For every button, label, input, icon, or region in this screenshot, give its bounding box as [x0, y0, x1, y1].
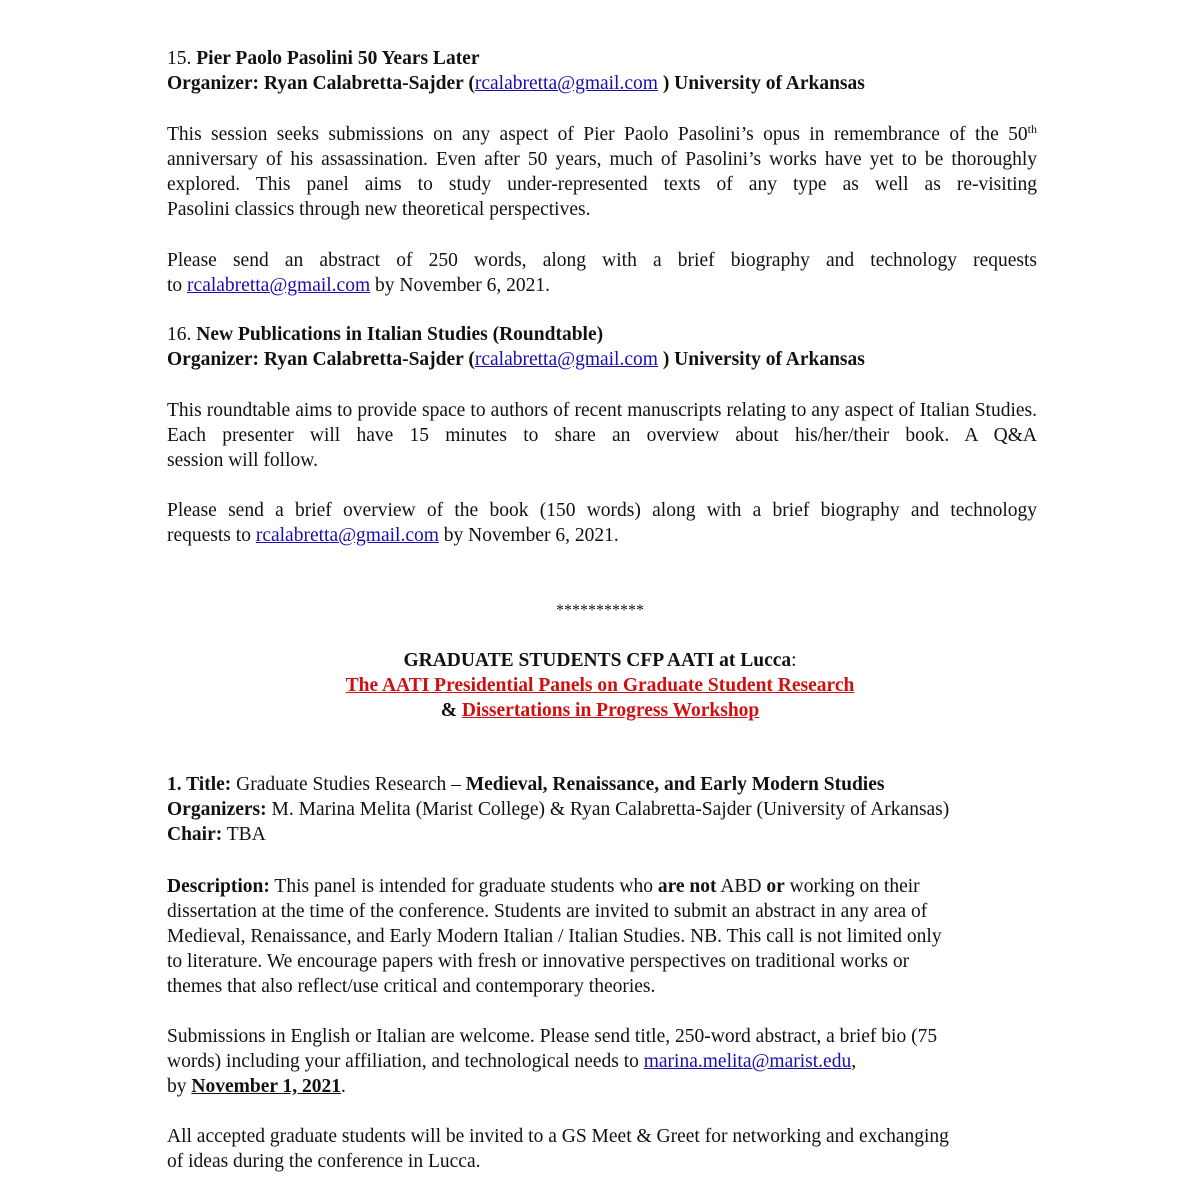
section-15-title-line [167, 46, 1037, 71]
section-16-title-line [167, 322, 1037, 347]
section-number: 16. [167, 324, 192, 345]
deadline-date: November 1, 2021 [191, 1076, 342, 1097]
submission-email-link[interactable]: rcalabretta@gmail.com [187, 275, 371, 296]
section-number: 15. [167, 48, 192, 69]
section-16-header [167, 322, 1037, 372]
section-16-submission: Please send a brief overview of the book (150 words) along with a brief biography and technology requests to rcalabretta@gmail.com by November 6, 2021. [167, 500, 1037, 546]
section-15-organizer: Organizer: Ryan Calabretta-Sajder (rcalabretta@gmail.com ) University of Arkansas [167, 73, 865, 94]
section-title: Pier Paolo Pasolini 50 Years Later [196, 48, 480, 69]
panel-1-meet-and-greet: All accepted graduate students will be invited to a GS Meet & Greet for networking and exchanging of ideas during the conference in Lucca. [167, 1126, 949, 1172]
section-15-description: This session seeks submissions on any aspect of Pier Paolo Pasolini’s opus in remembrance of the 50th anniversary of his assassination. Even after 50 years, much of Pasolini’s works have yet to be thoroughly explored. This panel aims to study under-represented texts of any type as well as re-visiting Pasolini classics through new theoretical perspectives. [167, 122, 1038, 220]
panel-1-organizers: Organizers: M. Marina Melita (Marist College) & Ryan Calabretta-Sajder (University of Arkansas) [167, 799, 950, 820]
section-title: New Publications in Italian Studies (Roundtable) [196, 324, 604, 345]
panel-1-description: Description: This panel is intended for graduate students who are not ABD or working on their dissertation at the time of the conference. Students are invited to submit an abstract in any area of Medieval, Renaissance, and Early Modern Italian / Italian Studies. NB. This call is not limited only to literature. We encourage papers with fresh or innovative perspectives on traditional works or themes that also reflect/use critical and contemporary theories. [167, 876, 942, 997]
panel-1-chair: Chair: TBA [167, 824, 266, 845]
organizer-email-link[interactable]: rcalabretta@gmail.com [474, 349, 658, 370]
panel-1-title: 1. Title: Graduate Studies Research – Medieval, Renaissance, and Early Modern Studies [167, 774, 885, 795]
section-16-organizer: Organizer: Ryan Calabretta-Sajder (rcalabretta@gmail.com ) University of Arkansas [167, 349, 865, 370]
section-15-header [167, 46, 1037, 96]
graduate-cfp-heading: GRADUATE STUDENTS CFP AATI at Lucca: The AATI Presidential Panels on Graduate Student Research & Dissertations in Progress Workshop [0, 648, 1200, 723]
panel-1-submission: Submissions in English or Italian are welcome. Please send title, 250-word abstract, a brief bio (75 words) including your affiliation, and technological needs to marina.melita@marist.edu, by November 1, 2021. [167, 1026, 938, 1097]
section-15-submission: Please send an abstract of 250 words, along with a brief biography and technology requests to rcalabretta@gmail.com by November 6, 2021. [167, 250, 1037, 296]
graduate-cfp-title: GRADUATE STUDENTS CFP AATI at Lucca: [403, 650, 797, 671]
section-divider: *********** [556, 602, 644, 619]
section-16-description: This roundtable aims to provide space to authors of recent manuscripts relating to any aspect of Italian Studies. Each presenter will have 15 minutes to share an overview about his/her/their book. A Q&A session will follow. [167, 400, 1037, 471]
presidential-panels-link[interactable]: The AATI Presidential Panels on Graduate Student Research [345, 675, 855, 696]
submission-email-link[interactable]: marina.melita@marist.edu [643, 1051, 852, 1072]
panel-1-header [167, 772, 1047, 847]
dissertations-workshop-link[interactable]: Dissertations in Progress Workshop [461, 700, 760, 721]
organizer-email-link[interactable]: rcalabretta@gmail.com [474, 73, 658, 94]
submission-email-link[interactable]: rcalabretta@gmail.com [255, 525, 439, 546]
